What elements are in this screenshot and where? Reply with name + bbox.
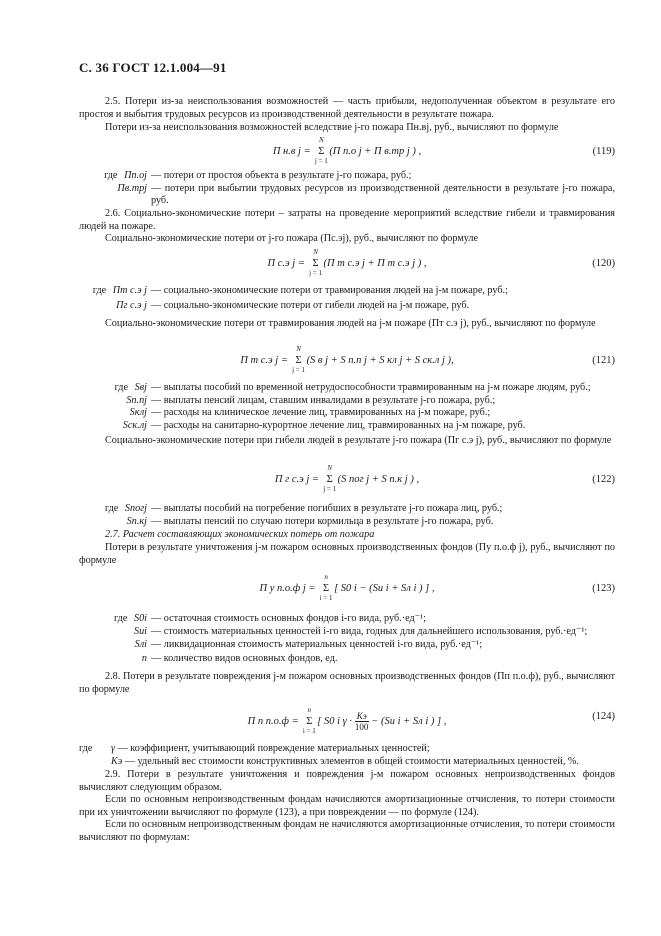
definitions-124: [79, 743, 615, 768]
definition-symbol: Kэ: [111, 755, 123, 767]
formula-122-lhs: П г с.э j =: [274, 474, 322, 485]
definition-row: [79, 638, 615, 651]
definitions-122: [79, 503, 615, 528]
definition-text: — удельный вес стоимости конструктивных элементов в общей стоимости материальных ценностей, %.: [124, 755, 579, 767]
definition-symbol: Sклj: [129, 407, 147, 419]
formula-121-lhs: П т с.э j =: [240, 355, 291, 366]
sum-sign: Σ N j = 1: [315, 146, 327, 157]
sum-sign: Σ n i = 1: [303, 716, 315, 727]
paragraph-2-6-death: Социально-экономические потери при гибели людей в результате j-го пожара (Пг с.э j), руб., вычисляют по формуле: [105, 435, 612, 446]
formula-119-rhs: (П п.о j + П в.тр j ) ,: [329, 146, 422, 157]
where-label: где: [104, 503, 119, 514]
paragraph-2-9-amortized: Если по основным непроизводственным фондам начисляются амортизационные отчисления, то потери стоимости при их уничтожении вычисляют по формуле (123), а при повреждении — по формуле (124).: [79, 794, 615, 818]
formula-124-lhs: П п п.о.ф =: [247, 715, 302, 727]
definition-symbol: Пп.оj: [124, 170, 147, 181]
sum-upper-limit: N: [327, 464, 332, 472]
sum-lower-limit: i = 1: [302, 726, 316, 735]
definition-text: — выплаты пособий на погребение погибших в результате j-го пожара лиц, руб.;: [151, 503, 503, 514]
formula-123: [79, 570, 615, 610]
definitions-120: [79, 283, 615, 313]
where-label: где: [114, 382, 129, 393]
sum-lower-limit: j = 1: [292, 366, 306, 374]
formula-120-rhs: (П т с.э j + П т с.э j ) ,: [323, 258, 427, 269]
definition-text: — потери от простоя объекта в результате j-го пожара, руб.;: [151, 170, 412, 181]
definition-row: [79, 612, 615, 625]
definition-symbol: n: [141, 652, 147, 664]
formula-123-lhs: П у п.о.ф j =: [259, 583, 319, 594]
definition-row: [79, 625, 615, 638]
paragraph-2-5-formula-intro: Потери из-за неиспользования возможностей вследствие j-го пожара Пн.вj, руб., вычисляют по формуле: [105, 122, 559, 133]
sum-lower-limit: j = 1: [323, 485, 337, 493]
definition-row: [79, 420, 615, 433]
paragraph-2-6-trauma: Социально-экономические потери от травмирования людей на j-м пожаре (Пт с.э j), руб., вычисляют по формуле: [105, 318, 596, 329]
definition-text: — количество видов основных фондов, ед.: [151, 652, 338, 664]
definitions-119: [79, 170, 615, 208]
paragraph-2-6: 2.6. Социально-экономические потери – затраты на проведение мероприятий вследствие гибели и травмирования людей на пожаре.: [79, 208, 615, 232]
paragraph-2-9: 2.9. Потери в результате уничтожения и повреждения j-м пожаром основных непроизводственных фондов вычисляют следующим образом.: [79, 769, 615, 793]
formula-119-number: (119): [592, 146, 615, 157]
definition-text: — выплаты пенсий лицам, ставшим инвалидами в результате j-го пожара, руб.;: [151, 394, 496, 406]
formula-119: [79, 133, 615, 173]
where-label: где: [113, 613, 128, 624]
definition-row: [79, 298, 615, 313]
definitions-123: [79, 612, 615, 665]
definition-text: — социально-экономические потери от гибели людей на j-м пожаре, руб.: [151, 300, 470, 311]
formula-120: [79, 245, 615, 285]
sum-sign: Σ n i = 1: [320, 583, 332, 594]
where-label: где: [92, 285, 107, 296]
formula-121-rhs: (S в j + S п.п j + S кл j + S ск.л j ),: [306, 355, 454, 366]
paragraph-2-7-formula-intro: Потери в результате уничтожения j-м пожаром основных производственных фондов (Пу п.о.ф j), руб., вычисляют по формуле: [79, 542, 615, 566]
definition-text: — стоимость материальных ценностей i-го вида, годных для дальнейшего использования, руб.·ед⁻¹;: [151, 626, 588, 638]
formula-124-rhs-a: [ S0 i γ ·: [317, 715, 355, 727]
formula-122: [79, 461, 615, 501]
formula-124: [79, 698, 615, 738]
definition-text: — потери при выбытии трудовых ресурсов из производственной деятельности в результате j-го пожара, руб.: [151, 182, 615, 207]
where-label: где: [104, 170, 118, 181]
definition-row: [79, 407, 615, 420]
definition-symbol: Sпогj: [124, 503, 147, 514]
paragraph-2-7-heading: [79, 529, 615, 542]
paragraph-2-8: 2.8. Потери в результате повреждения j-м пожаром основных производственных фондов (Пп п.о.ф), руб., вычисляют по формуле: [79, 671, 615, 695]
section-heading: 2.7. Расчет составляющих экономических потерь от пожара: [105, 529, 375, 540]
definition-row: [79, 283, 615, 298]
definition-text: — социально-экономические потери от травмирования людей на j-м пожаре, руб.;: [151, 285, 508, 296]
sum-upper-limit: N: [313, 248, 318, 256]
sum-upper-limit: N: [318, 136, 324, 144]
sum-sign: Σ N j = 1: [293, 355, 305, 366]
definition-symbol: γ: [111, 743, 116, 754]
definition-row: [79, 395, 615, 408]
definition-symbol: Sиi: [133, 626, 147, 638]
formula-121-number: (121): [592, 355, 615, 366]
definition-symbol: S0i: [133, 613, 147, 624]
definition-text: — ликвидационная стоимость материальных ценностей i-го вида, руб.·ед⁻¹;: [151, 639, 483, 651]
definition-symbol: Sлi: [134, 639, 147, 651]
paragraph-2-6-formula-intro: Социально-экономические потери от j-го пожара (Пс.эj), руб., вычисляют по формуле: [105, 233, 479, 244]
definition-symbol: Sп.кj: [126, 515, 147, 527]
sum-upper-limit: n: [307, 705, 312, 714]
definition-symbol: Sп.пj: [126, 394, 147, 406]
sum-upper-limit: N: [296, 345, 301, 353]
formula-120-lhs: П с.э j =: [267, 258, 308, 269]
definition-text: — расходы на санитарно-курортное лечение лиц, травмированных на j-м пожаре, руб.: [151, 419, 526, 431]
sum-lower-limit: i = 1: [319, 594, 333, 602]
definition-row: [79, 516, 615, 529]
definition-text: — выплаты пенсий по случаю потери кормильца в результате j-го пожара, руб.: [151, 515, 494, 527]
definition-row: [79, 382, 615, 395]
paragraph-2-5: 2.5. Потери из-за неиспользования возможностей — часть прибыли, недополученная объектом в результате его простоя и выбытия трудовых ресурсов из производственной деятельности в результате пожара.: [79, 96, 615, 120]
where-label: где: [79, 743, 93, 754]
formula-122-rhs: (S пог j + S п.к j ) ,: [337, 474, 420, 485]
paragraph-2-9-not-amortized: Если по основным непроизводственным фондам не начисляются амортизационные отчисления, то потери стоимости вычисляют по формулам:: [79, 819, 615, 843]
definition-row: [79, 183, 615, 208]
formula-120-number: (120): [592, 258, 615, 269]
fraction-denominator: 100: [354, 722, 369, 732]
formula-123-number: (123): [592, 583, 615, 594]
formula-124-number: (124): [592, 711, 615, 722]
formula-124-rhs-b: − (Sи i + Sл i ) ] ,: [368, 715, 447, 727]
formula-122-number: (122): [592, 474, 615, 485]
page-header: С. 36 ГОСТ 12.1.004—91: [79, 60, 227, 75]
definition-text: — выплаты пособий по временной нетрудоспособности травмированным на j-м пожаре людям, руб.;: [151, 382, 591, 393]
sum-sign: Σ N j = 1: [324, 474, 336, 485]
formula-121: [79, 342, 615, 382]
definition-text: — расходы на клиническое лечение лиц, травмированных на j-м пожаре, руб.;: [151, 407, 491, 419]
definition-symbol: Пт с.э j: [112, 285, 147, 296]
sum-sign: Σ N j = 1: [310, 258, 322, 269]
formula-123-rhs: [ S0 i − (Sи i + Sл i ) ] ,: [334, 583, 435, 594]
fraction-numerator: Kэ: [356, 711, 367, 721]
definition-text: — коэффициент, учитывающий повреждение материальных ценностей;: [117, 743, 430, 754]
definition-symbol: Пв.трj: [117, 182, 147, 194]
definition-row: [79, 743, 615, 756]
definitions-121: [79, 382, 615, 432]
definition-row: [79, 170, 615, 183]
definition-symbol: Sск.лj: [122, 419, 147, 431]
definition-symbol: Пг с.э j: [116, 300, 147, 311]
definition-row: [79, 652, 615, 665]
fraction: [355, 711, 369, 732]
sum-lower-limit: j = 1: [314, 157, 328, 165]
definition-text: — остаточная стоимость основных фондов i-го вида, руб.·ед⁻¹;: [151, 613, 426, 624]
definition-row: [79, 503, 615, 516]
definition-symbol: Sвj: [134, 382, 147, 393]
formula-119-lhs: П н.в j =: [272, 146, 314, 157]
sum-lower-limit: j = 1: [309, 269, 322, 277]
definition-row: [79, 756, 615, 769]
sum-upper-limit: n: [324, 573, 328, 581]
